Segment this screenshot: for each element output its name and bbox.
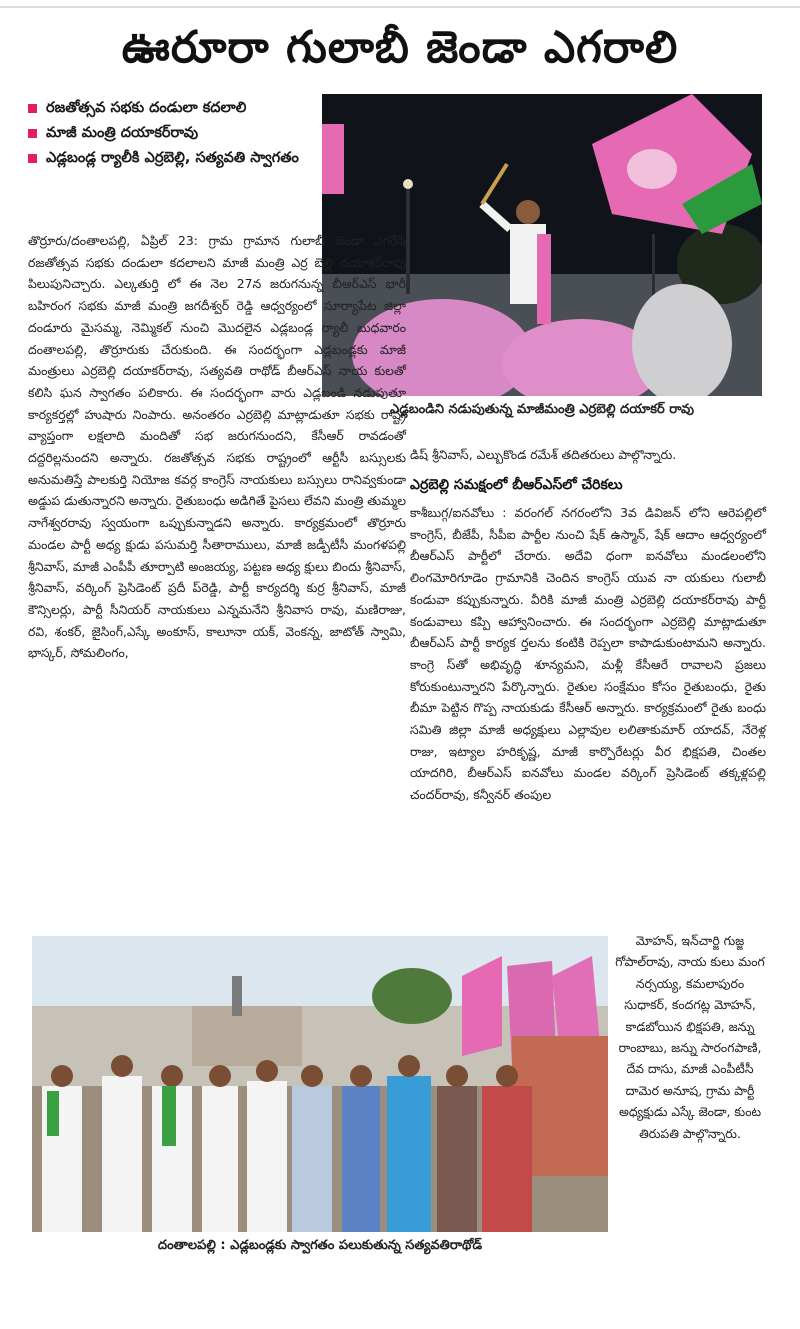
bullet-item (28, 96, 318, 121)
bullet-list (28, 96, 318, 171)
article-right-column-narrow: మోహన్, ఇన్‌చార్జి గుజ్జ గోపాల్‌రావు, నాయ కులు మంగ నర్సయ్య, కమలాపురం సుధాకర్, కందగట్ల మోహన్, కాడబోయిన భిక్షపతి, జన్ను రాంబాబు, జన్ను సారంగపాణి, దేవ దాసు, మాజీ ఎంపీటీసీ దామెర అనూష, గ్రామ పార్టీ అధ్యక్షుడు ఎస్కే జెండా, కుంట తిరుపతి పాల్గొన్నారు. (615, 933, 765, 1141)
article-right-column-top: డిష్ శ్రీనివాస్, ఎల్బుకొండ రమేశ్ తదితరులు పాల్గొన్నారు. (410, 447, 677, 462)
bullet-text: రజతోత్సవ సభకు దండులా కదలాలి (46, 100, 247, 116)
bullet-item (28, 121, 318, 146)
rally-photo-caption: ఎడ్లబండిని నడుపుతున్న మాజీమంత్రి ఎర్రబెల్లి దయాకర్ రావు (390, 402, 694, 417)
headline: ఊరూరా గులాబీ జెండా ఎగరాలి (121, 22, 679, 73)
top-rule (0, 6, 800, 8)
bullet-square-icon (28, 104, 37, 113)
welcome-photo (32, 936, 608, 1232)
bullet-square-icon (28, 129, 37, 138)
welcome-photo-caption: దంతాలపల్లి : ఎడ్లబండ్లకు స్వాగతం పలుకుతున్న సత్యవతిరాథోడ్ (157, 1238, 483, 1253)
bullet-text: ఎడ్లబండ్ల ర్యాలీకి ఎర్రబెల్లి, సత్యవతి స్వాగతం (46, 150, 299, 166)
bullet-square-icon (28, 154, 37, 163)
article-right-column: కాశీబుగ్గ/ఐనవోలు : వరంగల్ నగరంలోని 3వ డివిజన్ లోని ఆరెపల్లిలో కాంగ్రెస్, బీజేపీ, సీపీఐ పార్టీల నుంచి షేక్ ఉస్మాన్, షేక్ ఆదాం ఆధ్వర్యంలో బీఆర్‌ఎస్ పార్టీలో చేరారు. అదేవి ధంగా ఐనవోలు మండలంలోని లింగమోరిగూడెం గ్రామానికి చెందిన కాంగ్రెస్ యువ నా యకులు గులాబీ కండువా కప్పుకున్నారు. వీరికి మాజీ మంత్రి ఎర్రబెల్లి దయాకర్‌రావు పార్టీ కండువాలు కప్పి ఆహ్వానించారు. ఈ సందర్భంగా ఎర్రబెల్లి మాట్లాడుతూ బీఆర్‌ఎస్ పార్టీ కార్యక ర్తలను కంటికి రెప్పలా కాపాడుకుంటామని అన్నారు. కాంగ్రె స్‌తో అభివృద్ధి శూన్యమని, మళ్లీ కేసీఆరే రావాలని ప్రజలు కోరుకుంటున్నారని పేర్కొన్నారు. రైతుల సంక్షేమం కోసం రైతుబంధు, రైతు బీమా పెట్టిన గొప్ప నాయకుడు కేసీఆర్ అన్నారు. కార్యక్రమంలో రైతు బంధు సమితి జిల్లా మాజీ అధ్యక్షులు ఎల్లావుల లలితాకుమార్ యాదవ్, నేరెళ్ల రాజు, ఇట్యాల హరికృష్ణ, మాజీ కార్పొరేటర్లు వీర భిక్షపతి, చింతల యాదగిరి, బీఆర్‌ఎస్ ఐనవోలు మండల వర్కింగ్ ప్రెసిడెంట్ తక్కళ్లపల్లి చందర్‌రావు, కన్వీనర్ తంపుల (410, 505, 766, 803)
article-left-column: తొర్రూరు/దంతాలపల్లి, ఏప్రిల్ 23: గ్రామ గ్రామాన గులాబీ జెండా ఎగరేసి రజతోత్సవ సభకు దండులా కదలాలని మాజీ మంత్రి ఎర్ర బెల్లి దయాకర్‌రావు పిలుపునిచ్చారు. ఎల్కతుర్తి లో ఈ నెల 27న జరుగనున్న బీఆర్‌ఎస్ భారీ బహిరంగ సభకు మాజీ మంత్రి జగదీశ్వర్ రెడ్డి ఆధ్వర్యంలో సూర్యాపేట జిల్లా దండూరు మైసమ్మ, నెమ్మికల్ నుంచి మొదలైన ఎడ్లబండ్ల ర్యాలీ బుధవారం దంతాలపల్లి, తొర్రూరుకు చేరుకుంది. ఈ సందర్భంగా ఎడ్లబండ్లకు మాజీ మంత్రులు ఎర్రబెల్లి దయాకర్‌రావు, సత్యవతి రాథోడ్ బీఆర్‌ఎస్ నాయ కులతో కలిసి ఘన స్వాగతం పలికారు. ఈ సందర్భంగా వారు ఎడ్లబండి నడుపుతూ కార్యకర్తల్లో హుషారు నింపారు. అనంతరం ఎర్రబెల్లి మాట్లాడుతూ సభకు రాష్ట్ర వ్యాప్తంగా లక్షలాది మందితో సభ జరుగనుందని, కేసీఆర్ రావడంతో దద్దరిల్లనుందని అన్నారు. రజతోత్సవ సభకు రాష్ట్రంలో ఆర్టీసీ బస్సులకు అనుమతిస్తే పాలకుర్తి నియోజ కవర్గ కాంగ్రెస్ నాయకులు బస్సులు రానివ్వకుండా అడ్డుప డుతున్నారని అన్నారు. రైతుబంధు అడిగితే పైసలు లేవని మంత్రి తుమ్మల నాగేశ్వరరావు స్వయంగా ఒప్పుకున్నాడని అన్నారు. కార్యక్రమంలో తొర్రూరు మండల పార్టీ అధ్య క్షుడు పసుమర్తి సీతారాములు, మాజీ జడ్పీటీసీ మంగళపల్లి శ్రీనివాస్, మాజీ ఎంపీపీ తూర్పాటి అంజయ్య, పట్టణ అధ్య క్షులు బిందు శ్రీనివాస్, శ్రీనివాస్, వర్కింగ్ ప్రెసిడెంట్ ప్రదీ ప్‌రెడ్డి, పార్టీ కార్యదర్శి కుర్ర శ్రీనివాస్, మాజీ కౌన్సిలర్లు, పార్టీ సీనియర్ నాయకులు ఎన్నమనేని శ్రీనివాస రావు, మణిరాజు, రవి, శంకర్, జైసింగ్,ఎస్కే అంకూస్, కాలూనా యక్, వెంకన్న, జాటోత్ స్వామి, భాస్కర్, సోమలింగం, (28, 233, 406, 661)
sub-headline: ఎర్రబెల్లి సమక్షంలో బీఆర్‌ఎస్‌లో చేరికలు (410, 477, 623, 493)
welcome-photo-illustration (32, 936, 608, 1232)
bullet-item (28, 146, 318, 171)
bullet-text: మాజీ మంత్రి దయాకర్‌రావు (46, 125, 199, 141)
